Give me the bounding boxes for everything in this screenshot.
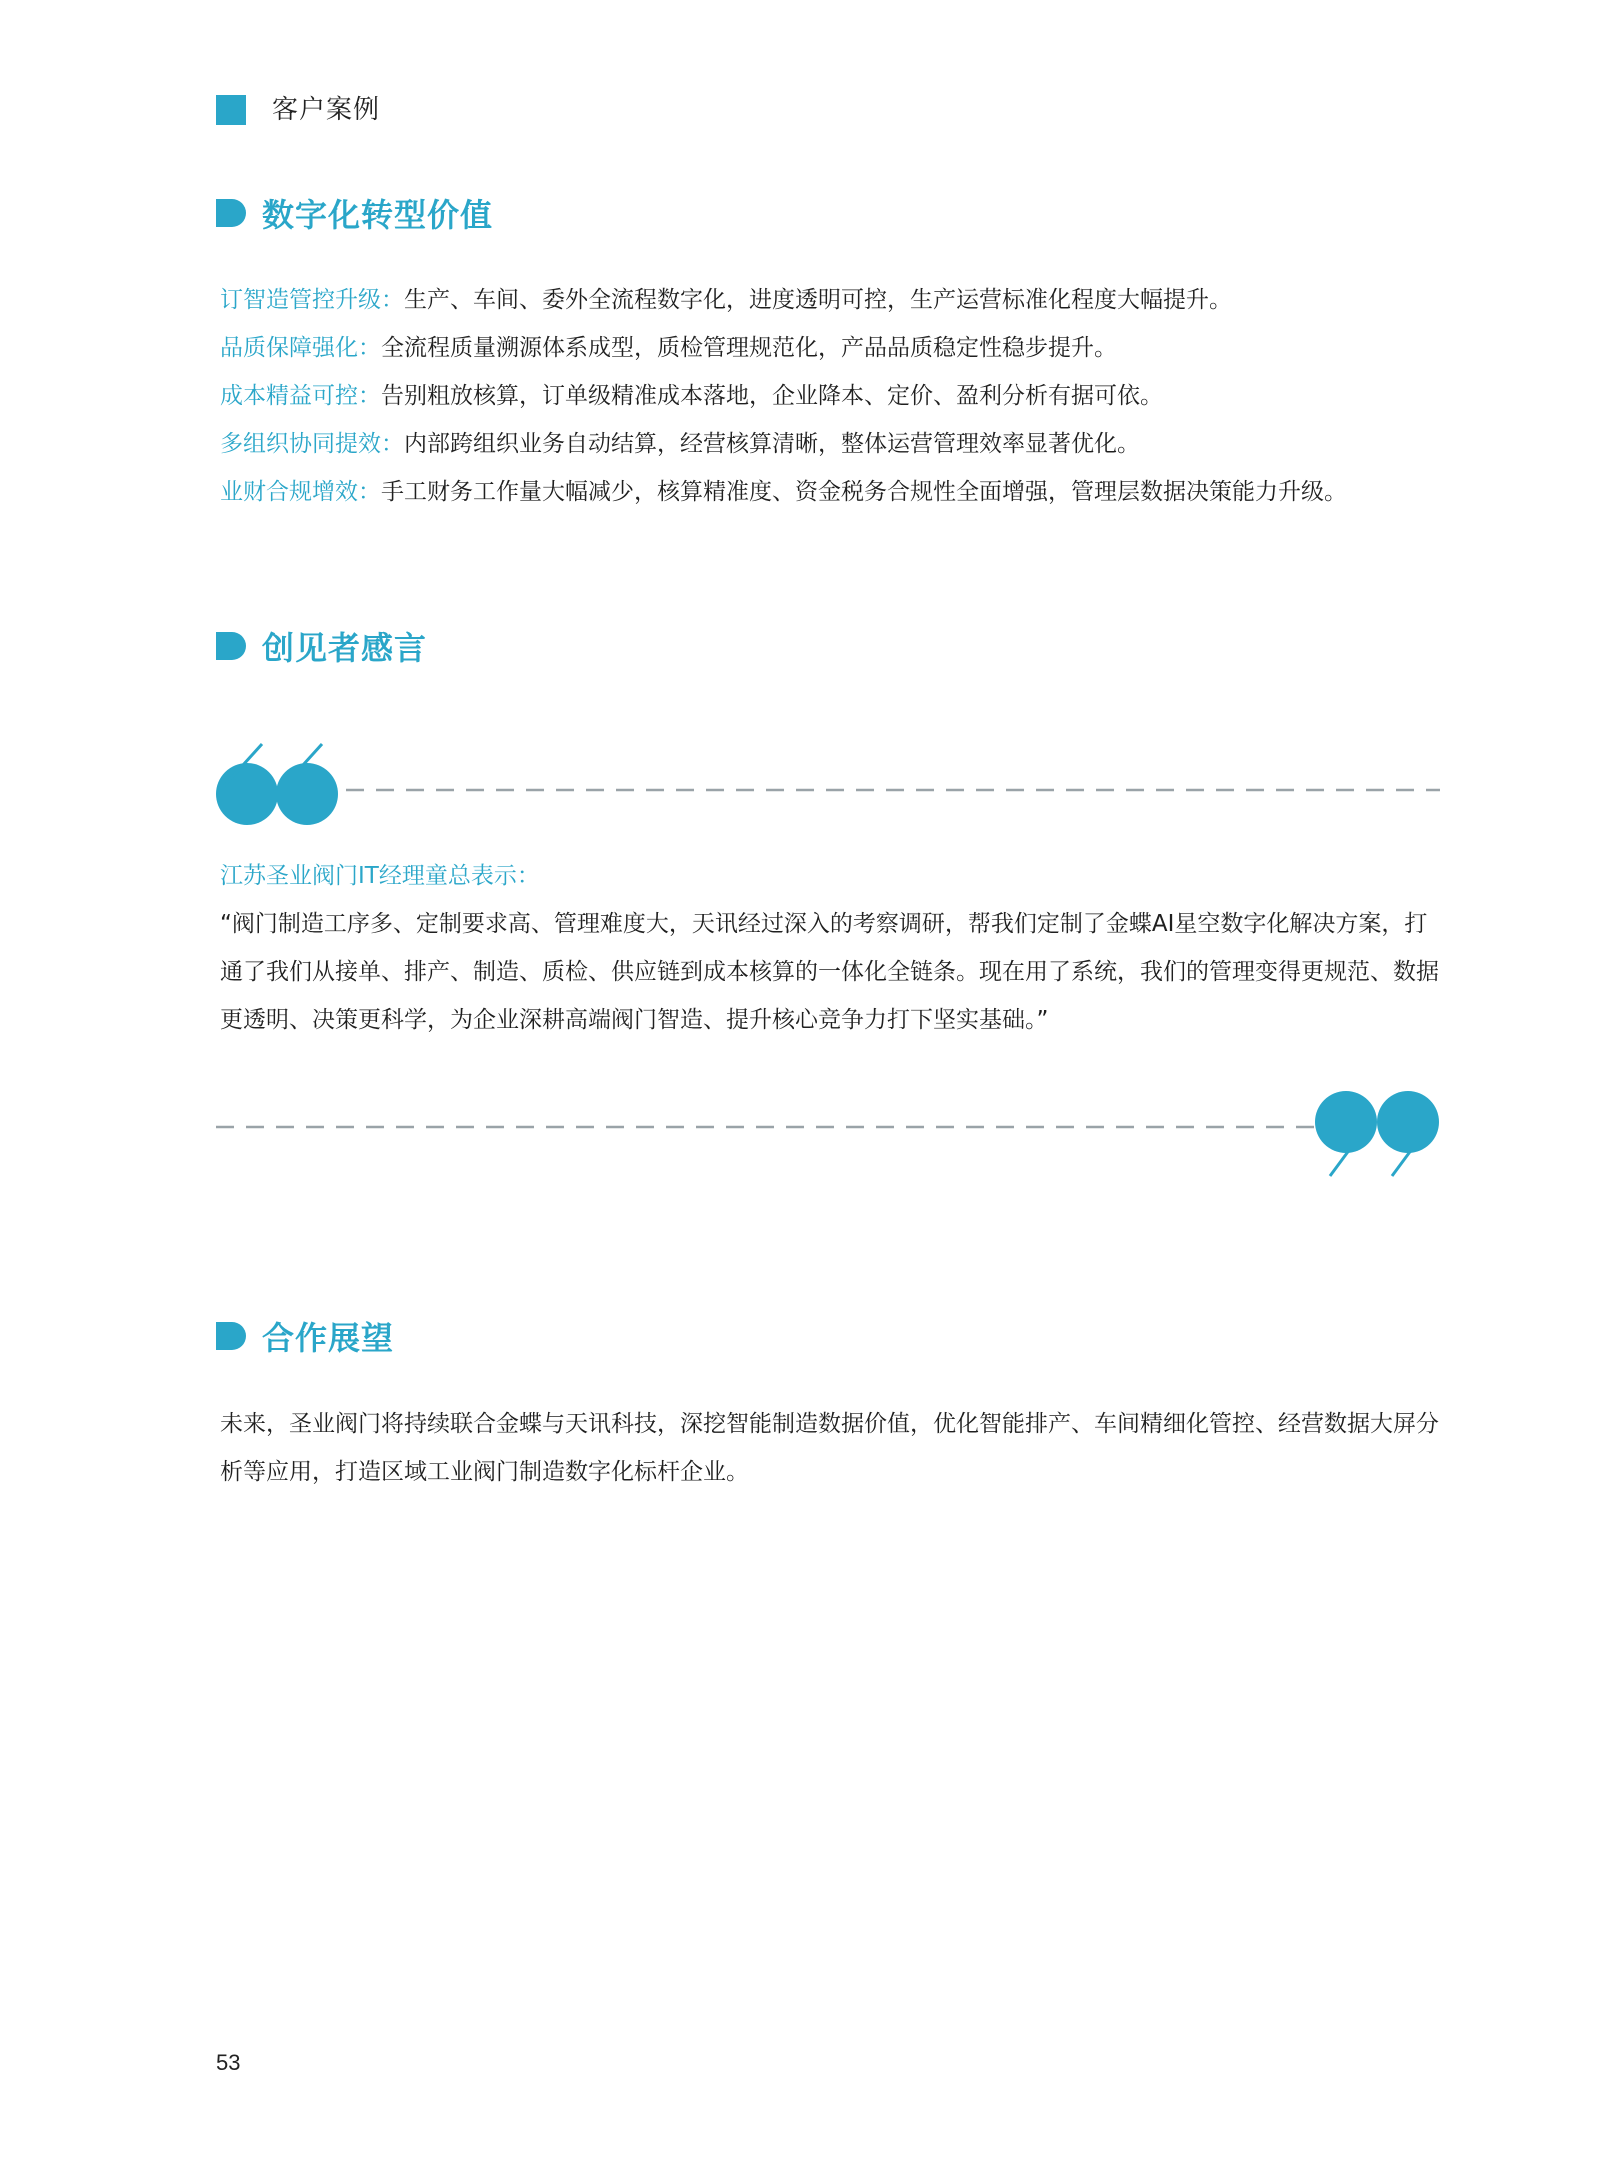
list-item	[220, 372, 1440, 420]
header-square-icon	[216, 95, 246, 125]
quote-text: “阀门制造工序多、定制要求高、管理难度大，天讯经过深入的考察调研，帮我们定制了金蝶AI星空数字化解决方案，打通了我们从接单、排产、制造、质检、供应链到成本核算的一体化全链条。现在用了系统，我们的管理变得更规范、数据更透明、决策更科学，为企业深耕高端阀门智造、提升核心竞争力打下坚实基础。”	[220, 911, 1439, 1033]
divider-dashed-bottom	[216, 1124, 1326, 1130]
list-item	[220, 324, 1440, 372]
value-item-text: 手工财务工作量大幅减少，核算精准度、资金税务合规性全面增强，管理层数据决策能力升级。	[381, 479, 1347, 505]
value-item-label: 多组织协同提效：	[220, 431, 404, 457]
section-marker-icon	[216, 1322, 246, 1350]
value-item-text: 告别粗放核算，订单级精准成本落地，企业降本、定价、盈利分析有据可依。	[381, 383, 1163, 409]
section-heading-outlook	[216, 1316, 394, 1356]
page-number: 53	[216, 2050, 241, 2075]
page-category-title: 客户案例	[272, 95, 381, 125]
section-title-outlook: 合作展望	[262, 1319, 395, 1357]
section-heading-value	[216, 193, 493, 233]
value-item-label: 品质保障强化：	[220, 335, 381, 361]
value-list	[220, 276, 1440, 516]
list-item	[220, 468, 1440, 516]
value-item-text: 内部跨组织业务自动结算，经营核算清晰，整体运营管理效率显著优化。	[404, 431, 1140, 457]
close-quote-icon	[1308, 1090, 1442, 1182]
outlook-text: 未来，圣业阀门将持续联合金蝶与天讯科技，深挖智能制造数据价值，优化智能排产、车间精细化管控、经营数据大屏分析等应用，打造区域工业阀门制造数字化标杆企业。	[220, 1411, 1439, 1485]
list-item	[220, 420, 1440, 468]
section-title-value: 数字化转型价值	[262, 196, 494, 234]
section-title-testimonial: 创见者感言	[262, 629, 428, 667]
value-item-text: 全流程质量溯源体系成型，质检管理规范化，产品品质稳定性稳步提升。	[381, 335, 1117, 361]
value-item-label: 订智造管控升级：	[220, 287, 404, 313]
divider-dashed-top	[346, 787, 1440, 793]
section-marker-icon	[216, 632, 246, 660]
value-item-label: 成本精益可控：	[220, 383, 381, 409]
value-item-text: 生产、车间、委外全流程数字化，进度透明可控，生产运营标准化程度大幅提升。	[404, 287, 1232, 313]
section-heading-testimonial	[216, 626, 427, 666]
open-quote-icon	[214, 736, 344, 828]
value-item-label: 业财合规增效：	[220, 479, 381, 505]
quote-speaker: 江苏圣业阀门IT经理童总表示：	[220, 863, 540, 889]
list-item	[220, 276, 1440, 324]
section-marker-icon	[216, 199, 246, 227]
